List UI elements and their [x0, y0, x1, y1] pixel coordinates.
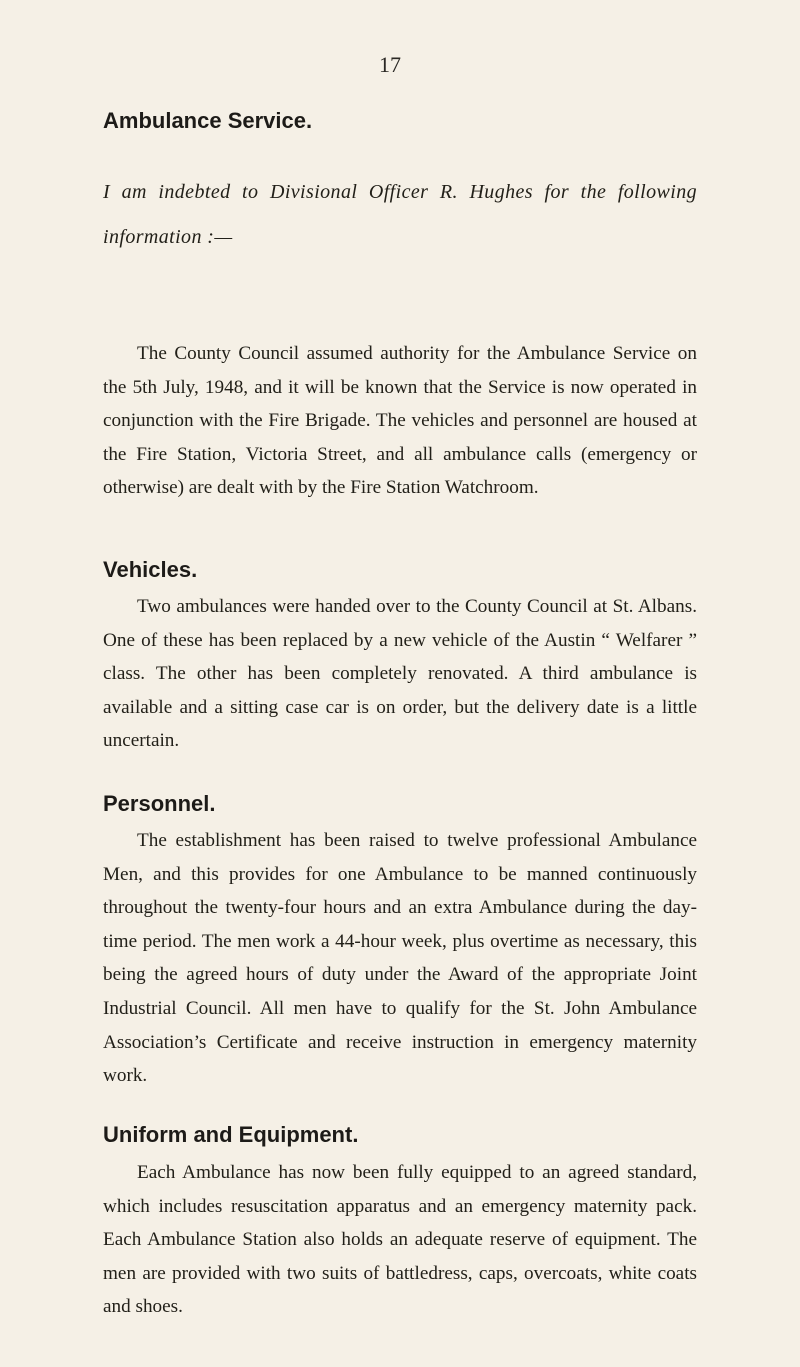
vehicles-heading: Vehicles.	[103, 557, 198, 582]
personnel-paragraph: The establishment has been raised to twelve professional Ambulance Men, and this provides for one Ambulance to be manned continuously throughout the twenty-four hours and an extra Ambulance during the day-time period. The men work a 44-hour week, plus overtime as necessary, this being the agreed hours of duty under the Award of the appropriate Joint Industrial Council. All men have to qualify for the St. John Ambulance Association’s Certificate and receive instruction in emergency maternity work.	[103, 830, 697, 1087]
intro-text: I am indebted to Divisional Officer R. Hughes for the following information :—	[103, 181, 697, 248]
personnel-heading: Personnel.	[103, 791, 216, 816]
uniform-equipment-heading: Uniform and Equipment.	[103, 1122, 359, 1147]
main-paragraph: The County Council assumed authority for the Ambulance Service on the 5th July, 1948, and it will be known that the Service is now operated in conjunction with the Fire Brigade. The vehicles and personnel are housed at the Fire Station, Victoria Street, and all ambulance calls (emergency or otherwise) are dealt with by the Fire Station Watchroom.	[103, 343, 697, 499]
uniform-equipment-paragraph: Each Ambulance has now been fully equipped to an agreed standard, which includes resuscitation apparatus and an emergency maternity pack. Each Ambulance Station also holds an adequate reserve of equipment. The men are provided with two suits of battledress, caps, overcoats, white coats and shoes.	[103, 1162, 697, 1318]
page-title: Ambulance Service.	[103, 108, 313, 133]
vehicles-paragraph: Two ambulances were handed over to the County Council at St. Albans. One of these has been replaced by a new vehicle of the Austin “ Welfarer ” class. The other has been completely renovated. A third ambulance is available and a sitting case car is on order, but the delivery date is a little uncertain.	[103, 596, 697, 752]
page-number: 17	[379, 52, 401, 77]
